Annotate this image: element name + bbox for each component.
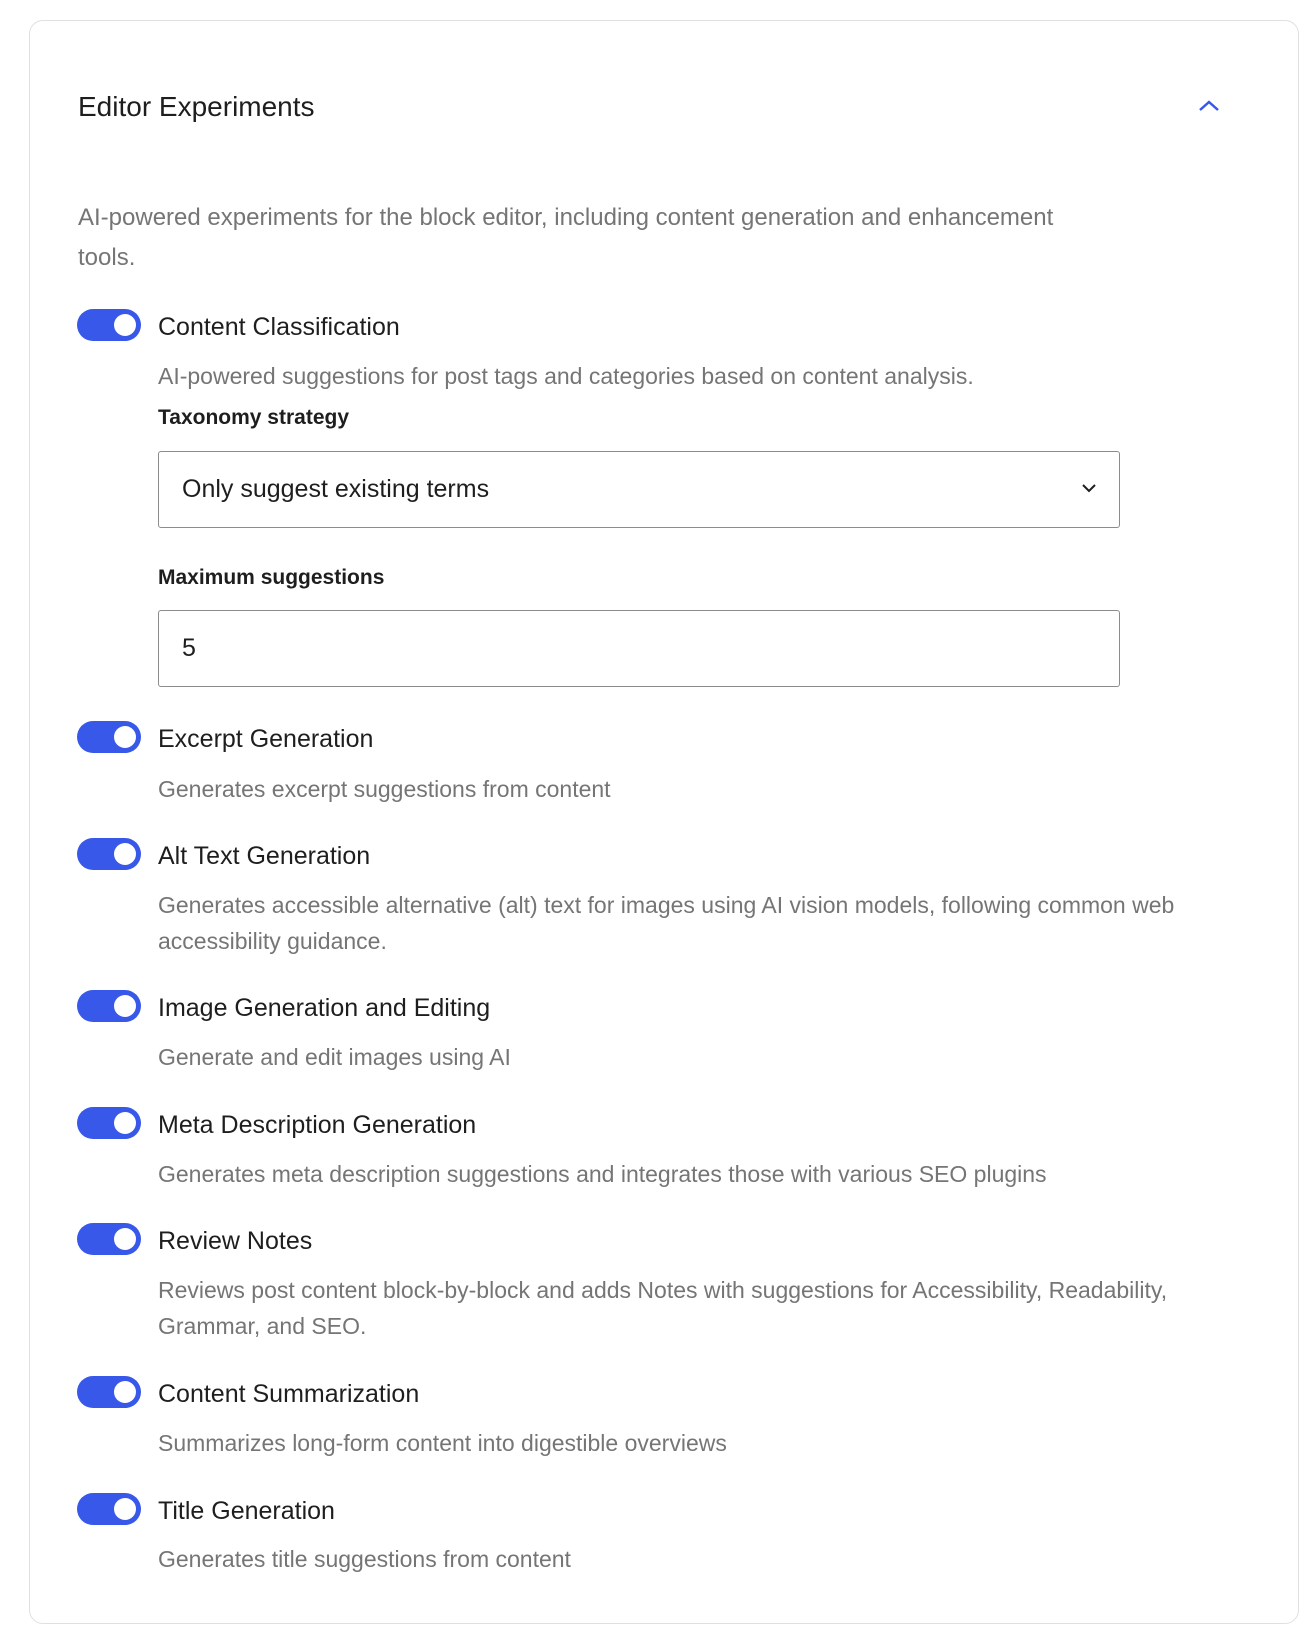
experiment-label: Image Generation and Editing	[158, 994, 491, 1022]
experiment-description: Generates accessible alternative (alt) text for images using AI vision models, following common web accessibility guidance.	[158, 892, 1175, 954]
experiment-description: Summarizes long-form content into digestible overviews	[158, 1430, 727, 1456]
toggle-content-classification[interactable]	[77, 309, 141, 341]
experiment-label: Title Generation	[158, 1497, 335, 1525]
toggle-meta-description-generation[interactable]	[77, 1107, 141, 1139]
panel-description: AI-powered experiments for the block editor, including content generation and enhancement tools.	[78, 204, 1054, 271]
experiment-label: Meta Description Generation	[158, 1111, 477, 1139]
experiment-label: Alt Text Generation	[158, 842, 371, 870]
chevron-down-icon	[1081, 482, 1097, 494]
toggle-title-generation[interactable]	[77, 1493, 141, 1525]
experiment-label: Content Classification	[158, 313, 400, 341]
experiment-description: Generates title suggestions from content	[158, 1546, 571, 1572]
chevron-up-icon[interactable]	[1195, 96, 1223, 116]
experiment-label: Content Summarization	[158, 1380, 420, 1408]
experiment-description: Generate and edit images using AI	[158, 1044, 511, 1070]
experiment-description: AI-powered suggestions for post tags and categories based on content analysis.	[158, 363, 974, 389]
experiment-label: Review Notes	[158, 1227, 313, 1255]
maximum-suggestions-value: 5	[182, 634, 196, 662]
experiment-description: Generates excerpt suggestions from content	[158, 776, 611, 802]
experiment-description: Reviews post content block-by-block and adds Notes with suggestions for Accessibility, Readability, Grammar, and SEO.	[158, 1277, 1168, 1339]
panel-title: Editor Experiments	[78, 91, 315, 122]
toggle-review-notes[interactable]	[77, 1223, 141, 1255]
taxonomy-strategy-select[interactable]	[158, 451, 1120, 528]
maximum-suggestions-input[interactable]	[158, 610, 1120, 687]
toggle-image-generation[interactable]	[77, 990, 141, 1022]
toggle-content-summarization[interactable]	[77, 1376, 141, 1408]
taxonomy-strategy-label: Taxonomy strategy	[158, 406, 349, 429]
toggle-excerpt-generation[interactable]	[77, 721, 141, 753]
maximum-suggestions-label: Maximum suggestions	[158, 566, 385, 589]
experiment-label: Excerpt Generation	[158, 725, 374, 753]
experiment-description: Generates meta description suggestions and integrates those with various SEO plugins	[158, 1161, 1047, 1187]
toggle-alt-text-generation[interactable]	[77, 838, 141, 870]
taxonomy-strategy-value: Only suggest existing terms	[182, 475, 490, 503]
